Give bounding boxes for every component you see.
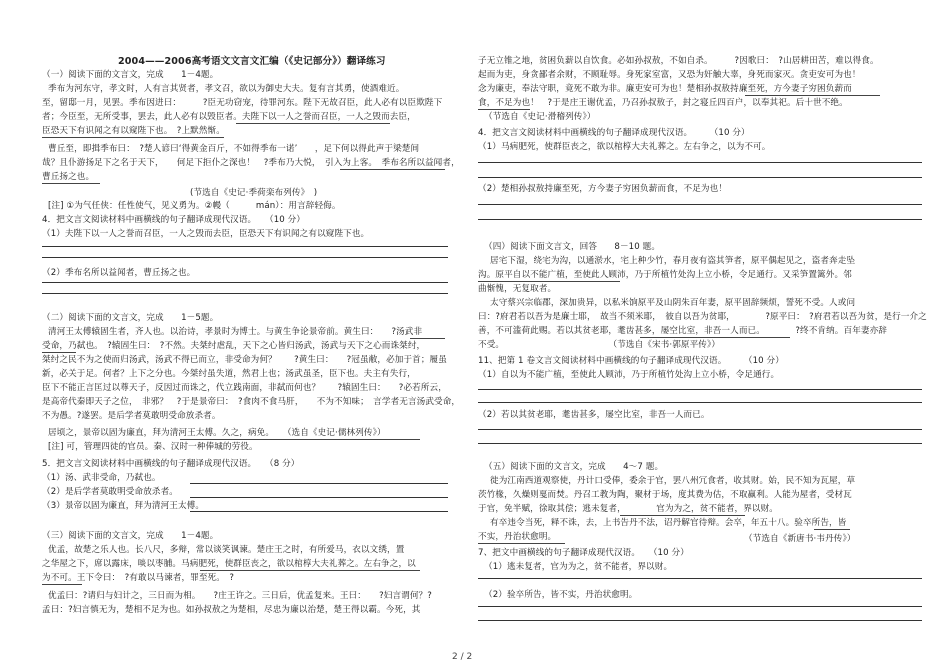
left-text-line: 5．把文言文阅读材料中画横线的句子翻译成现代汉语。 （8 分） [42,459,300,469]
sentence-underline [814,529,850,530]
right-text-line: 有卒违令当死，释不诛，去，上书告丹不法，诏丹解官待辩。会卒，年五十八。验卒所告，皆 [490,518,847,528]
right-text-line: 不受。 （节选自《宋书·郭原平传》） [478,340,721,350]
left-text-line: 曹丘扬之也。 [42,172,95,182]
right-text-line: （2）验卒所告，皆不实，丹治状愈明。 [484,590,638,600]
sentence-underline [180,439,420,440]
left-text-line: （2）是后学者莫敢明受命放杀者。 [42,487,178,497]
sentence-underline [340,169,445,170]
right-text-line: 食，不足为也！ ?于是庄王谢优孟，乃召孙叔敖子，封之寝丘四百户，以奉其祀。后十世不绝。 [478,98,848,108]
sentence-underline [200,570,420,571]
right-text-line: 子无立锥之地，贫困负薪以自饮食。必如孙叔敖，不如自杀。 ?因歌曰： ?山居耕田苦，难以得食。 [478,56,879,66]
right-text-line: （五）阅读下面的文言文，完成 4～7 题。 [484,462,664,472]
left-text-line: 臣恐天下有识闻之有以窥陛下也。 ?上默然惭。 [42,126,225,136]
right-text-line: 11、把第 1 卷文言文阅读材料中画横线的句子翻译成现代汉语。 （10 分） [478,356,784,366]
left-text-line: 曹丘至，即揖季布曰： ?楚人谚曰‘得黄金百斤，不如得季布一诺’ ，足下何以得此声于梁楚间 [48,144,420,154]
left-text-line: 居顷之，景帝以固为廉直，拜为清河王太傅。久之，病免。 （选自《史记·儒林列传》） [48,428,386,438]
answer-line[interactable] [478,204,922,205]
left-text-line: （三）阅读下面的文言文，完成 1－4题。 [42,531,219,541]
left-text-line: [注] 可，管理四徒的官员。秦、汉时一种俸城的劳役。 [48,442,258,452]
answer-line[interactable] [478,162,922,163]
right-text-line: （节选自《史记·滑稽列传》） [484,112,596,122]
answer-line[interactable] [42,282,448,283]
right-text-line: 善，不可滥荷此赐。若以其贫老耶，耄齿甚多，屡空比室，非吾一人而已。 ?终不肯纳。百年妻亦辞 [478,326,887,336]
left-text-line: （1）夫陛下以一人之誉而召臣，一人之毁而去臣，臣恐天下有识闻之有以窥陛下也。 [42,229,370,239]
left-text-line: 至，留邸一月，见罢。季布因进曰： ?臣无功窃宠，待罪河东。陛下无故召臣，此人必有以臣欺陛下 [42,98,443,108]
right-text-line: （2）若以其贫老耶，耄齿甚多，屡空比室，非吾一人而已。 [478,410,710,420]
document-title: 2004——2006高考语文文言文汇编（《史记部分》）翻译练习 [118,56,386,67]
left-text-line: （一）阅读下面的文言文，完成 1－4题。 [42,70,219,80]
left-text-line: 4．把文言文阅读材料中画横线的句子翻译成现代汉语。 （10 分） [42,215,306,225]
sentence-underline [620,515,745,516]
left-text-line: 受命，乃弑也。 ?辕固生曰： ?不然。夫桀纣虐乱，天下之心皆归汤武，汤武与天下之心而诛桀纣， [42,341,426,351]
right-text-line: （2）楚相孙叔敖持廉至死，方今妻子穷困负薪而食，不足为也！ [478,184,727,194]
answer-line[interactable] [190,497,448,498]
right-text-line: （1）逃未复者，官为为之，贫不能者，界以财。 [484,562,673,572]
answer-line[interactable] [190,511,448,512]
left-text-line: 季布为河东守，孝文时，人有言其贤者，孝文召，欲以为御史大夫。复有言其勇，使酒难近。 [48,84,405,94]
answer-line[interactable] [42,257,448,258]
answer-line[interactable] [42,246,448,247]
sentence-underline [42,137,224,138]
left-text-line: 之华屋之下，席以露床，啖以枣脯。马病肥死，使群臣丧之，欲以棺椁大夫礼葬之。左右争之，以 [42,559,416,569]
left-text-line: 桀纣之民不为之使而归汤武，汤武不得已而立，非受命为何？ ?黄生曰： ?冠虽敝，必加于首；履虽 [42,355,447,365]
left-text-line: （3）景帝以固为廉直，拜为清河王太傅。 [42,501,205,511]
sentence-underline [42,584,82,585]
left-text-line: 不为愚。?遂罢。是后学者莫敢明受命放杀者。 [42,411,221,421]
answer-line[interactable] [478,578,922,579]
sentence-underline [236,123,390,124]
answer-line[interactable] [42,293,448,294]
right-text-line: 茨竹椽，久燥则戛而焚。丹召工教为陶，聚材于场，度其费为估，不取赢利。人能为屋者，受材瓦 [478,490,852,500]
sentence-underline [640,337,790,338]
left-text-line: 是高帝代秦即天子之位， 非邪？ ?于是景帝曰： ?食肉不食马肝， 不为不知味； 言学者无言汤武受命， [42,397,461,407]
answer-line[interactable] [478,620,922,621]
left-text-line: 哉？且仆游扬足下之名于天下， 何足下拒仆之深也！ ?季布乃大悦， 引入为上客。 季布名所以益闻者， [42,158,460,168]
left-text-line: （二）阅读下面的文言文，完成 1－5题。 [42,313,219,323]
sentence-underline [745,95,880,96]
right-text-line: 太守蔡兴宗临郡，深加贵异，以私米饷原平及山阴朱百年妻，原平固辞频烦，誓死不受。人或问 [490,298,856,308]
right-text-line: （1）自以为不能广植，至使此人顾沛，乃于所植竹处沟上立小桥，令足通行。 [478,370,780,380]
right-text-line: 曰：?府君若以吾为是廉士耶， 故当不须米耶， 彼自以吾为贫耶， ?原平曰： ?府君若以吾为贫，是行一介之 [478,312,927,322]
answer-line[interactable] [478,177,922,178]
right-text-line: 于官，免半赋，徐取其偿；逃未复者， 官为为之，贫不能者，界以财。 [478,504,809,514]
left-text-line: 者；今臣至，无所受事，罢去，此人必有以毁臣者。夫陛下以一人之誉而召臣，一人之毁而去臣， [42,112,416,122]
sentence-underline [42,352,76,353]
right-text-line: （四）阅读下面文言文，回答 8－10 题。 [484,242,661,252]
left-text-line: （2）季布名所以益闻者，曹丘扬之也。 [42,268,196,278]
sentence-underline [410,338,445,339]
left-text-line: (节选自《史记·季荷栾布列传》 ) [190,188,318,198]
left-text-line: 优孟曰：?请归与妇计之，三日而为相。 ?庄王许之。三日后，优孟复来。王曰： ?妇言谓何？? [48,591,432,601]
right-text-line: 起而为吏，身贪鄙者余财，不顾耻辱。身死家室富，又恐为奸触大辜，身死而家灭。贪吏安可为也！ [478,70,861,80]
right-text-line: 徙为江南西道观察使，丹计口受俸，委余于官，罢八州冗食者，收其财。始，民不知为瓦屋，草 [490,476,856,486]
right-text-line: 不实，丹治状愈明。 [478,532,557,542]
left-text-line: 孟曰：?妇言慎无为，楚相不足为也。如孙叔敖之为楚相，尽忠为廉以治楚，楚王得以霸。今死，其 [42,605,421,615]
left-text-line: 清河王太傅辕固生者，齐人也。以治诗，孝景时为博士。与黄生争论景帝前。黄生曰： ?汤武非 [48,327,423,337]
answer-line[interactable] [478,443,922,444]
answer-line[interactable] [478,429,922,430]
right-text-line: 念为廉吏，奉法守职，竟死不敢为非。廉吏安可为也！楚相孙叔敖持廉至死，方今妻子穷困负薪而 [478,84,852,94]
sentence-underline [478,281,620,282]
right-text-line: 4．把文言文阅读材料中画横线的句子翻译成现代汉语。 （10 分） [478,128,750,138]
sentence-underline [478,543,565,544]
left-text-line: 优孟，故楚之乐人也。长八尺，多辩，常以谈笑讽谏。楚庄王之时，有所爱马，衣以文绣，置 [48,545,405,555]
left-text-line: [注] ①为气任侠：任性使气，见义勇为。②幔（ mán）：用言辞轻侮。 [48,201,341,211]
sentence-underline [478,109,530,110]
left-text-line: 新，必关于足。何者？上下之分也。今桀纣虽失道，然君上也；汤武虽圣，臣下也。夫主有失行， [42,369,416,379]
answer-line[interactable] [478,389,922,390]
page-footer: 2 / 2 [452,652,473,662]
right-text-line: 沟。原平自以不能广植，至使此人顾沛，乃于所植竹处沟上立小桥，令足通行。又采笋置篱外。邻 [478,270,852,280]
answer-line[interactable] [478,402,922,403]
sentence-underline [42,183,100,184]
right-text-line: （1）马病肥死，使群臣丧之，欲以棺椁大夫礼葬之。左右争之，以为不可。 [478,142,771,152]
left-text-line: （1）汤、武非受命，乃弑也。 [42,473,161,483]
right-text-line: 居宅下湿，绕宅为沟，以通淤水，宅上种少竹，春月夜有盗其笋者，原平偶起见之，盗者奔走坠 [490,256,856,266]
right-text-line: 曲惭愧，无复取者。 [478,284,557,294]
left-text-line: 为不可。王下令曰： ?有敢以马谏者，罪至死。 ? [42,573,234,583]
answer-line[interactable] [478,606,922,607]
right-text-line: 7、把文中画横线的句子翻译成现代汉语。 （10 分） [478,548,689,558]
answer-line[interactable] [478,219,922,220]
right-text-line: （节选自《新唐书·韦丹传》） [744,534,856,544]
left-text-line: 臣下不能正言匡过以尊天子，反因过而诛之，代立践南面，非弑而何也？ ?辕固生曰： ?必若所云， [42,383,447,393]
answer-line[interactable] [190,483,448,484]
